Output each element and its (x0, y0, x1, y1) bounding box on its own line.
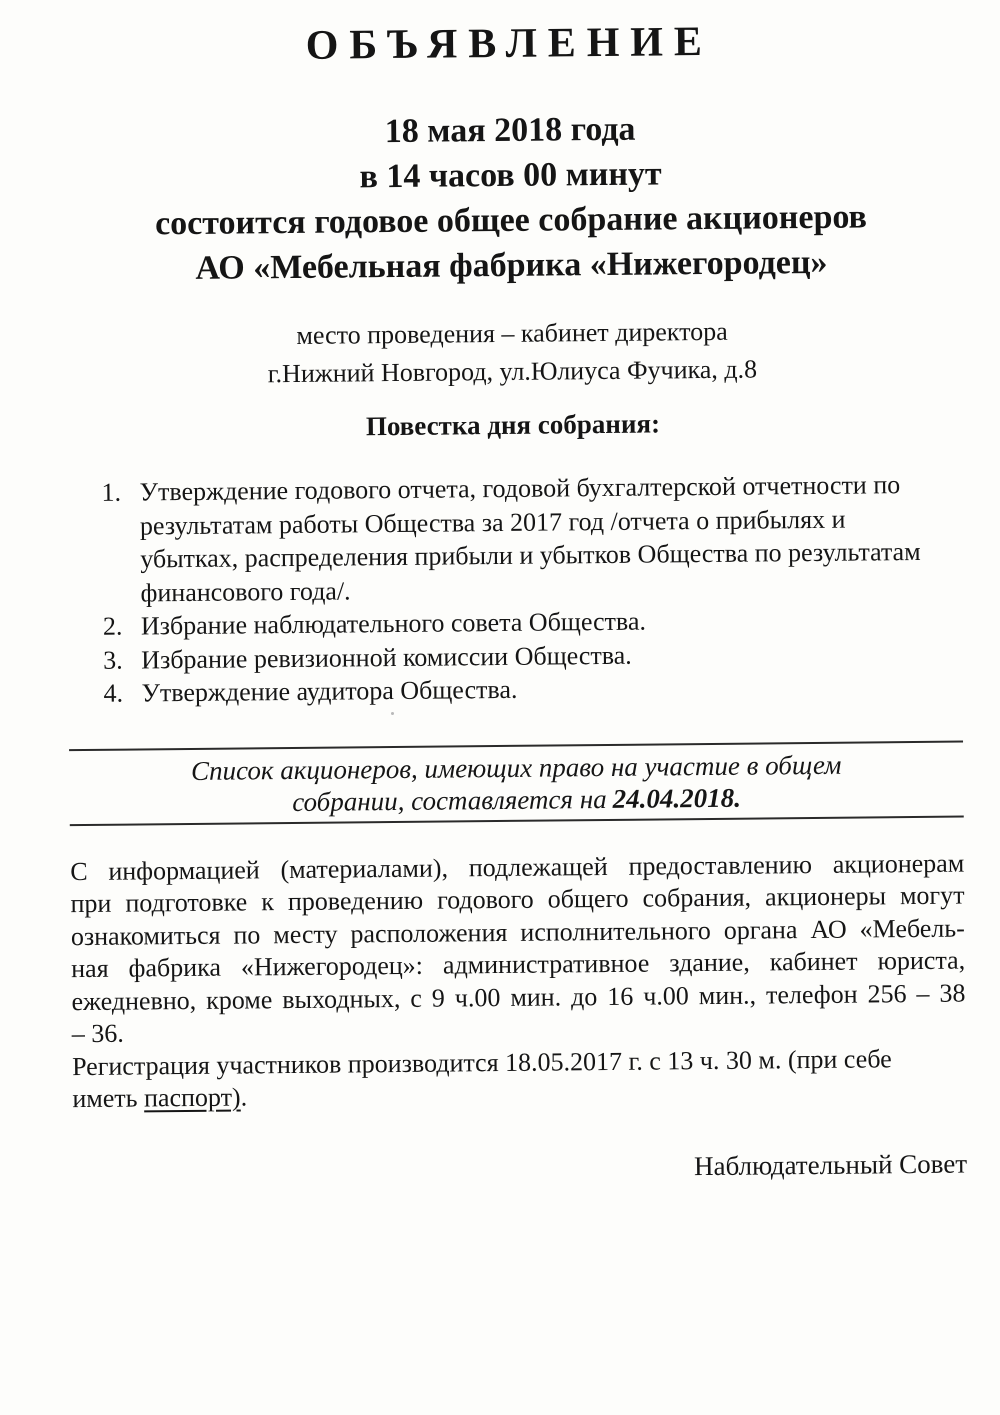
company-name: АО «Мебельная фабрика «Нижегородец» (195, 243, 828, 287)
meeting-date: 18 мая 2018 года (384, 110, 636, 151)
registration-line-2-suffix: . (240, 1082, 248, 1112)
passport-underlined: паспорт) (143, 1082, 241, 1113)
registration-note (72, 1042, 967, 1116)
shareholder-list-notice (69, 740, 964, 826)
registration-line-2-prefix: иметь (72, 1083, 145, 1114)
scan-speck (391, 712, 394, 715)
info-line-2: при подготовке к проведению годового общего собрания, акционеры могут (70, 880, 965, 919)
agenda-heading: Повестка дня собрания: (365, 408, 661, 442)
meeting-time: в 14 часов 00 минут (359, 155, 662, 196)
registration-line-1: Регистрация участников производится 18.05.2017 г. с 13 ч. 30 м. (при себе (71, 1043, 892, 1081)
info-paragraph (70, 847, 966, 1051)
info-line-3: ознакомиться по месту расположения исполнительного органа АО «Мебель- (70, 913, 965, 951)
meeting-header (63, 104, 959, 293)
agenda-item-number: 4. (103, 678, 124, 708)
venue-block (65, 311, 960, 396)
agenda-item-text: Утверждение годового отчета, годовой бухгалтерской отчетности по результатам работы Общества за 2017 год /отчета о прибылях и убытках, распределения прибыли и убытков Общества по результатам финансового года/. (139, 470, 921, 607)
document-title: ОБЪЯВЛЕНИЕ (305, 18, 714, 69)
record-date: 24.04.2018. (612, 782, 742, 814)
info-line-4: ная фабрика «Нижегородец»: административное здание, кабинет юриста, (71, 945, 966, 984)
agenda-item-1 (101, 468, 961, 610)
agenda-list (66, 468, 962, 711)
venue-place: место проведения – кабинет директора (296, 316, 728, 350)
agenda-item-number: 3. (103, 645, 123, 675)
agenda-item-4 (103, 669, 962, 711)
agenda-item-text: Избрание ревизионной комиссии Общества. (141, 640, 632, 674)
agenda-item-text: Избрание наблюдательного совета Общества. (140, 606, 647, 641)
signature-supervisory-board: Наблюдательный Совет (693, 1148, 968, 1181)
info-line-5: ежедневно, кроме выходных, с 9 ч.00 мин. до 16 ч.00 мин., телефон 256 – 38 (71, 978, 966, 1016)
meeting-event: состоится годовое общее собрание акционеров (154, 198, 868, 243)
notice-line-1: Список акционеров, имеющих право на участие в общем (190, 749, 842, 786)
notice-line-2-text: собрании, составляется на (292, 783, 607, 817)
agenda-item-number: 1. (101, 477, 122, 507)
agenda-item-text: Утверждение аудитора Общества. (141, 674, 518, 708)
info-line-1: С информацией (материалами), подлежащей предоставлению акционерам (70, 848, 965, 886)
agenda-item-number: 2. (102, 611, 123, 641)
info-line-6: – 36. (71, 1018, 124, 1049)
venue-address: г.Нижний Новгород, ул.Юлиуса Фучика, д.8 (267, 354, 758, 389)
